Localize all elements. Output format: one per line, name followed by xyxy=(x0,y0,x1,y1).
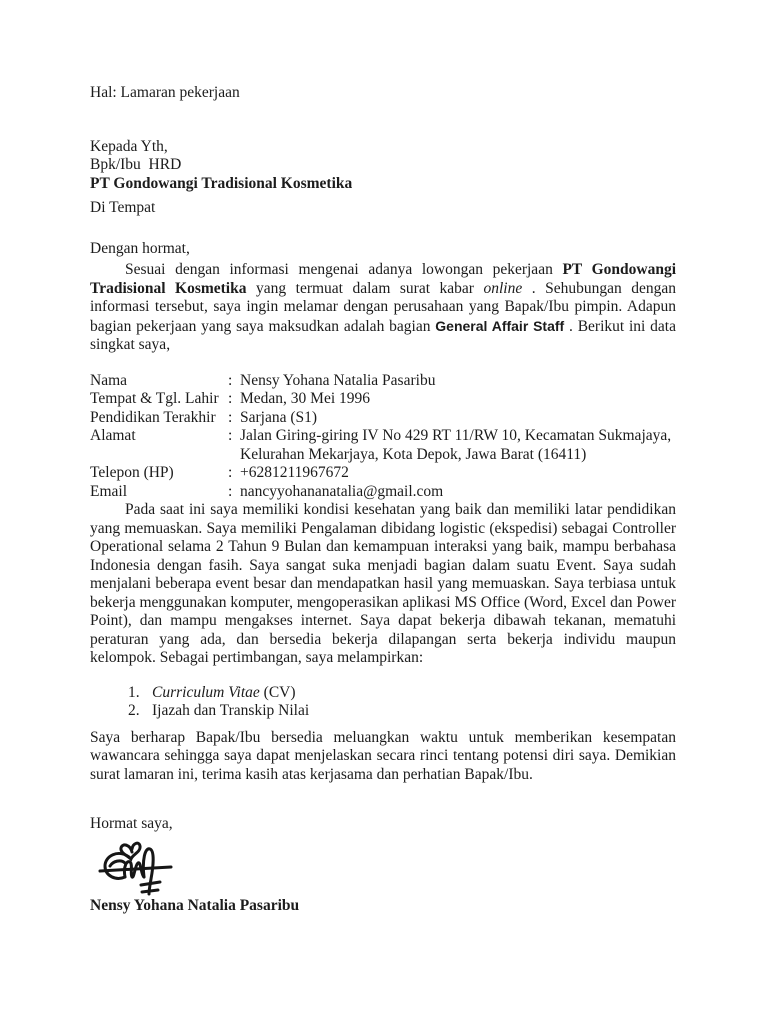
biodata-value: Jalan Giring-giring IV No 429 RT 11/RW 10, Kecamatan Sukmajaya, Kelurahan Mekarjaya, Kota Depok, Jawa Barat (16411) xyxy=(240,427,672,463)
attachment-title-italic: Curriculum Vitae xyxy=(152,683,260,701)
biodata-row-pendidikan xyxy=(90,409,676,428)
attachment-title-rest: (CV) xyxy=(259,683,296,701)
attachment-item-cv xyxy=(128,684,676,703)
biodata-separator: : xyxy=(228,408,233,426)
biodata-value: +6281211967672 xyxy=(240,464,349,481)
biodata-separator: : xyxy=(228,427,233,444)
biodata-label: Tempat & Tgl. Lahir xyxy=(90,390,219,407)
body-paragraph: Pada saat ini saya memiliki kondisi kesehatan yang baik dan memiliki latar pendidikan yang memuaskan. Saya memiliki Pengalaman dibidang logistic (ekspedisi) sebagai Controller Operational selama 2 Tahun 9 Bulan dan kemampuan interaksi yang baik, mampu berbahasa Indonesia dengan fasih. Saya sangat suka menjadi bagian dalam suatu Event. Saya sudah menjalani beberapa event besar dan mendapatkan hasil yang memuaskan. Saya terbiasa untuk bekerja menggunakan komputer, mengoperasikan aplikasi MS Office (Word, Excel dan Power Point), dan mampu mengakses internet. Saya dapat bekerja dibawah tekanan, mematuhi peraturan yang ada, dan bersedia bekerja dilapangan serta bekerja individu maupun kelompok. Sebagai pertimbangan, saya melampirkan: xyxy=(90,501,676,666)
recipient-salutation: Kepada Yth, xyxy=(90,137,168,155)
attachment-text xyxy=(152,684,296,703)
greeting-line: Dengan hormat, xyxy=(90,239,190,257)
biodata-value: nancyyohananatalia@gmail.com xyxy=(240,482,444,500)
biodata-separator: : xyxy=(228,390,233,407)
closing-paragraph: Saya berharap Bapak/Ibu bersedia meluangkan waktu untuk memberikan kesempatan wawancara sehingga saya dapat menjelaskan secara rinci tentang potensi diri saya. Demikian surat lamaran ini, terima kasih atas kerjasama dan perhatian Bapak/Ibu. xyxy=(90,728,676,783)
opening-text-2: yang termuat dalam surat kabar xyxy=(246,279,484,297)
attachment-number: 2. xyxy=(128,702,140,719)
biodata-row-telepon xyxy=(90,464,676,483)
attachment-item-ijazah xyxy=(128,702,676,721)
recipient-company: PT Gondowangi Tradisional Kosmetika xyxy=(90,174,353,192)
biodata-row-nama xyxy=(90,372,676,391)
biodata-separator: : xyxy=(228,371,233,389)
recipient-place: Di Tempat xyxy=(90,199,156,216)
opening-text-3: . Sehubungan dengan informasi tersebut, saya ingin melamar dengan perusahaan yang Bapak/Ibu pimpin. Adapun bagian pekerjaan yang saya maksudkan adalah bagian xyxy=(90,279,676,335)
biodata-label: Telepon (HP) xyxy=(90,464,174,481)
opening-text-4: . Berikut ini data singkat saya, xyxy=(90,317,676,353)
signer-name: Nensy Yohana Natalia Pasaribu xyxy=(90,896,300,914)
biodata-label: Alamat xyxy=(90,427,136,444)
online-italic: online xyxy=(483,279,523,297)
biodata-label: Email xyxy=(90,482,128,500)
biodata-value: Nensy Yohana Natalia Pasaribu xyxy=(240,371,436,389)
attachment-number: 1. xyxy=(128,683,140,701)
position-name-bold: General Affair Staff xyxy=(435,317,565,334)
recipient-block xyxy=(90,138,676,194)
opening-text-1: Sesuai dengan informasi mengenai adanya lowongan pekerjaan xyxy=(125,261,563,278)
biodata-table xyxy=(90,372,676,502)
biodata-row-email xyxy=(90,483,676,502)
biodata-value: Medan, 30 Mei 1996 xyxy=(240,390,371,407)
subject-line: Hal: Lamaran pekerjaan xyxy=(90,84,240,101)
biodata-row-ttl xyxy=(90,390,676,409)
attachment-text: Ijazah dan Transkip Nilai xyxy=(152,702,310,719)
biodata-separator: : xyxy=(228,482,233,500)
opening-paragraph xyxy=(90,261,676,355)
biodata-value: Sarjana (S1) xyxy=(240,408,318,426)
company-name-bold: PT Gondowangi Tradisional Kosmetika xyxy=(90,261,676,297)
recipient-attention: Bpk/Ibu HRD xyxy=(90,156,182,173)
biodata-label: Nama xyxy=(90,371,128,389)
biodata-row-alamat xyxy=(90,427,676,464)
attachments-list xyxy=(90,684,676,721)
biodata-label: Pendidikan Terakhir xyxy=(90,408,216,426)
signoff-line: Hormat saya, xyxy=(90,815,173,832)
biodata-separator: : xyxy=(228,464,233,481)
signature-scribble-icon xyxy=(98,835,676,897)
